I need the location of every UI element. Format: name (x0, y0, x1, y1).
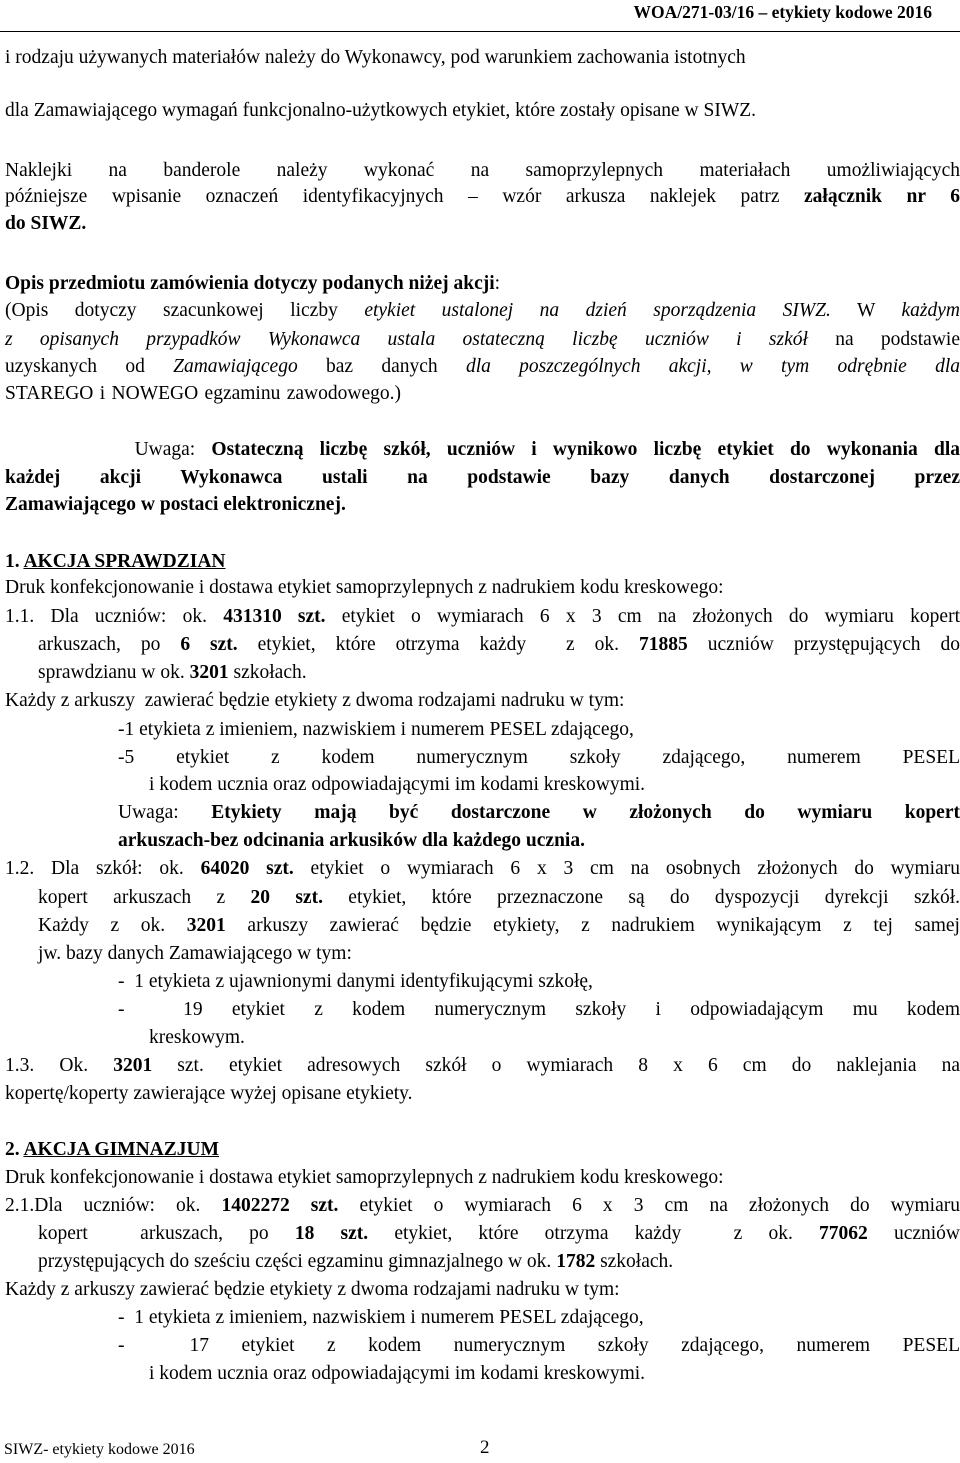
bold-text: każdej akcji Wykonawca ustali na podstawie bazy danych dostarczonej przez (5, 467, 960, 488)
page-header (0, 0, 960, 32)
text-run: kopert arkuszach z (38, 887, 251, 908)
bold-text: arkuszach-bez odcinania arkusików dla każdego ucznia. (118, 830, 585, 851)
text-line (38, 940, 960, 968)
text-run: kopert arkuszach, po (38, 1223, 295, 1244)
text-run: baz danych (297, 356, 466, 377)
text-line (38, 1248, 960, 1276)
text-run: Uwaga: (5, 439, 212, 460)
text-run: W (830, 300, 902, 321)
text-run: późniejsze wpisanie oznaczeń identyfikacyjnych – wzór arkusza naklejek patrz (5, 186, 805, 207)
text-run: szkołach. (595, 1251, 674, 1272)
text-line (5, 270, 960, 298)
text-run: : (494, 273, 501, 294)
text-line (38, 912, 960, 940)
text-run: kreskowym. (149, 1027, 245, 1048)
bold-text: Zamawiającego w postaci elektronicznej. (5, 494, 346, 515)
bold-text: 1402272 szt. (221, 1195, 339, 1216)
header-title: WOA/271-03/16 – etykiety kodowe 2016 (633, 2, 932, 22)
text-run: Naklejki na banderole należy wykonać na samoprzylepnych materiałach umożliwiających (5, 160, 960, 181)
text-run: kopertę/koperty zawierające wyżej opisane etykiety. (5, 1083, 413, 1104)
text-run: przystępujących do sześciu części egzaminu gimnazjalnego w ok. (38, 1251, 557, 1272)
bold-text: 20 szt. (250, 887, 323, 908)
text-line (118, 827, 960, 855)
text-line (5, 380, 960, 408)
bold-text: 3201 (113, 1055, 153, 1076)
italic-text: etykiet ustalonej na dzień sporządzenia SIWZ. (364, 300, 831, 321)
list-item (118, 968, 960, 996)
text-line (5, 687, 960, 715)
text-line (5, 603, 960, 631)
text-line (5, 353, 960, 381)
text-line (149, 1360, 960, 1388)
italic-text: z opisanych przypadków Wykonawca ustala ostateczną liczbę uczniów i szkół (5, 329, 808, 350)
text-line (5, 1164, 960, 1192)
text-line (5, 183, 960, 211)
text-run: Uwaga: (118, 802, 212, 823)
text-run: etykiet o wymiarach 6 x 3 cm na złożonych do wymiaru (338, 1195, 960, 1216)
text-line (5, 574, 960, 602)
text-run: arkuszy zawierać będzie etykiety, z nadrukiem wynikającym z tej samej (225, 915, 960, 936)
text-line (5, 44, 960, 72)
text-run: szkołach. (228, 662, 307, 683)
bold-text: Ostateczną liczbę szkół, uczniów i wynikowo liczbę etykiet do wykonania dla (211, 439, 960, 460)
bold-text: AKCJA SPRAWDZIAN (23, 551, 226, 572)
text-line (38, 631, 960, 659)
text-run: Każdy z arkuszy zawierać będzie etykiety z dwoma rodzajami nadruku w tym: (5, 1279, 620, 1300)
bold-text: Etykiety mają być dostarczone w złożonych do wymiaru kopert (211, 802, 960, 823)
text-run: jw. bazy danych Zamawiającego w tym: (38, 943, 352, 964)
text-line (5, 1052, 960, 1080)
text-run: szt. etykiet adresowych szkół o wymiarach 8 x 6 cm do naklejania na (152, 1055, 960, 1076)
text-run: Druk konfekcjonowanie i dostawa etykiet samoprzylepnych z nadrukiem kodu kreskowego: (5, 577, 724, 598)
text-run: -5 etykiet z kodem numerycznym szkoły zdającego, numerem PESEL (118, 747, 960, 768)
list-item (118, 716, 960, 744)
bold-text: 431310 szt. (223, 606, 326, 627)
text-run: uczniów (867, 1223, 960, 1244)
text-line (38, 659, 960, 687)
text-run: Każdy z arkuszy zawierać będzie etykiety z dwoma rodzajami nadruku w tym: (5, 690, 625, 711)
bold-text: 71885 (639, 634, 688, 655)
text-run: etykiet o wymiarach 6 x 3 cm na złożonych do wymiaru kopert (325, 606, 960, 627)
text-run: 1.2. Dla szkół: ok. (5, 858, 201, 879)
text-line (5, 436, 960, 464)
bold-text: Opis przedmiotu zamówienia dotyczy podanych niżej akcji (5, 273, 495, 294)
text-line (38, 884, 960, 912)
bold-text: 3201 (186, 915, 226, 936)
text-line (149, 1024, 960, 1052)
text-run: -1 etykieta z imieniem, nazwiskiem i numerem PESEL zdającego, (118, 719, 634, 740)
text-run: - 19 etykiet z kodem numerycznym szkoły i odpowiadającym mu kodem (118, 999, 960, 1020)
text-run: - 1 etykieta z imieniem, nazwiskiem i numerem PESEL zdającego, (118, 1307, 644, 1328)
text-run: - 17 etykiet z kodem numerycznym szkoły zdającego, numerem PESEL (118, 1335, 960, 1356)
bold-text: 18 szt. (294, 1223, 369, 1244)
text-run: sprawdzianu w ok. (38, 662, 190, 683)
text-run: (Opis dotyczy szacunkowej liczby (5, 300, 365, 321)
bold-text: załącznik nr 6 (804, 186, 960, 207)
text-line (5, 1080, 960, 1108)
text-line (5, 326, 960, 354)
page-number: 2 (480, 1437, 490, 1458)
text-run: etykiet o wymiarach 6 x 3 cm na osobnych złożonych do wymiaru (293, 858, 960, 879)
text-line (5, 1192, 960, 1220)
text-run: uzyskanych od (5, 356, 174, 377)
text-run: STAREGO i NOWEGO egzaminu zawodowego.) (5, 383, 401, 404)
text-line (118, 799, 960, 827)
bold-text: 77062 (819, 1223, 868, 1244)
italic-text: Zamawiającego (173, 356, 298, 377)
text-line (5, 97, 960, 125)
bold-text: AKCJA GIMNAZJUM (23, 1139, 219, 1160)
bold-text: 1. (5, 551, 24, 572)
text-line (149, 771, 960, 799)
text-run: i rodzaju używanych materiałów należy do Wykonawcy, pod warunkiem zachowania istotnych (5, 47, 746, 68)
list-item (118, 744, 960, 772)
list-item (118, 996, 960, 1024)
bold-text: 2. (5, 1139, 24, 1160)
italic-text: dla poszczególnych akcji, w tym odrębnie dla (465, 356, 960, 377)
text-line (5, 855, 960, 883)
text-run: i kodem ucznia oraz odpowiadającymi im kodami kreskowymi. (149, 774, 646, 795)
list-item (118, 1332, 960, 1360)
section-heading (5, 1136, 960, 1164)
italic-text: każdym (901, 300, 960, 321)
text-run: - 1 etykieta z ujawnionymi danymi identyfikującymi szkołę, (118, 971, 593, 992)
bold-text: 3201 (189, 662, 229, 683)
text-line (5, 1276, 960, 1304)
page-footer: SIWZ- etykiety kodowe 2016 (4, 1441, 195, 1458)
bold-text: do SIWZ. (5, 213, 87, 234)
text-run: etykiet, które otrzyma każdy z ok. (237, 634, 640, 655)
text-run: uczniów przystępujących do (687, 634, 960, 655)
text-line (5, 464, 960, 492)
text-run: i kodem ucznia oraz odpowiadającymi im kodami kreskowymi. (149, 1363, 646, 1384)
text-line (5, 491, 960, 519)
text-line (38, 1220, 960, 1248)
section-heading (5, 548, 960, 576)
text-run: etykiet, które otrzyma każdy z ok. (368, 1223, 820, 1244)
text-run: 2.1.Dla uczniów: ok. (5, 1195, 222, 1216)
bold-text: 64020 szt. (200, 858, 294, 879)
text-line (5, 157, 960, 185)
text-run: Każdy z ok. (38, 915, 187, 936)
text-run: arkuszach, po (38, 634, 181, 655)
text-run: 1.3. Ok. (5, 1055, 114, 1076)
text-run: etykiet, które przeznaczone są do dyspozycji dyrekcji szkół. (322, 887, 960, 908)
text-run: dla Zamawiającego wymagań funkcjonalno-użytkowych etykiet, które zostały opisane w SIWZ. (5, 100, 757, 121)
bold-text: 1782 (556, 1251, 596, 1272)
list-item (118, 1304, 960, 1332)
text-run: na podstawie (807, 329, 960, 350)
text-run: Druk konfekcjonowanie i dostawa etykiet samoprzylepnych z nadrukiem kodu kreskowego: (5, 1167, 724, 1188)
text-run: 1.1. Dla uczniów: ok. (5, 606, 224, 627)
bold-text: 6 szt. (180, 634, 238, 655)
text-line (5, 210, 960, 238)
text-line (5, 297, 960, 325)
